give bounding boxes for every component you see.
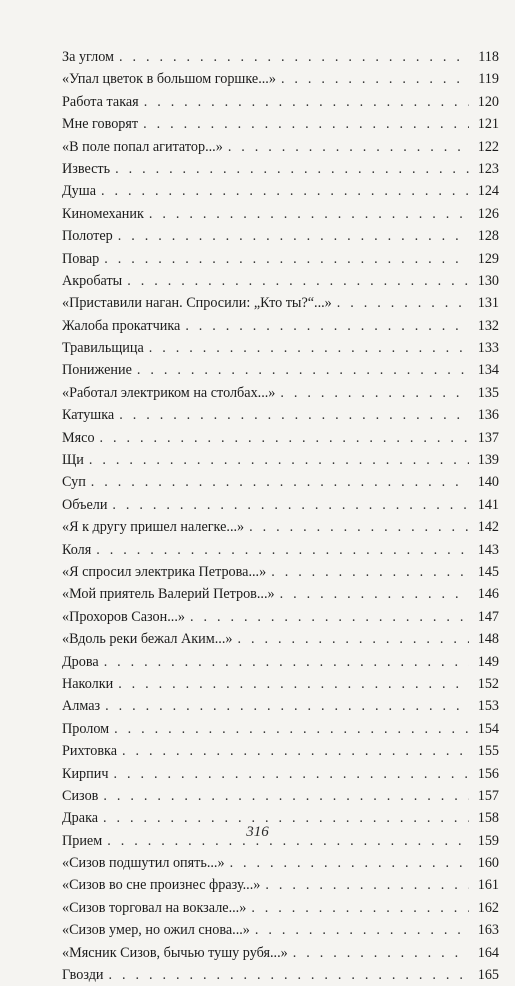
toc-entry-title: Повар: [62, 250, 100, 267]
toc-dot-leader: [137, 359, 469, 381]
toc-entry-title: Понижение: [62, 362, 132, 379]
toc-entry: [62, 695, 499, 717]
toc-entry-title: «Я спросил электрика Петрова...»: [62, 563, 267, 580]
toc-entry-title: Дрова: [62, 653, 99, 670]
toc-dot-leader: [271, 561, 469, 583]
toc-entry-page: 122: [477, 138, 499, 155]
toc-entry-title: «Прохоров Сазон...»: [62, 608, 185, 625]
toc-entry-title: Кирпич: [62, 765, 109, 782]
toc-entry-title: «Мой приятель Валерий Петров...»: [62, 586, 275, 603]
toc-dot-leader: [280, 382, 469, 404]
toc-entry: [62, 136, 499, 158]
toc-entry-page: 148: [477, 631, 499, 648]
toc-entry: [62, 852, 499, 874]
toc-entry: [62, 919, 499, 941]
toc-entry-page: 164: [477, 944, 499, 961]
toc-entry-title: «Работал электриком на столбах...»: [62, 384, 276, 401]
toc-entry-title: Прием: [62, 832, 103, 849]
toc-entry-page: 159: [477, 832, 499, 849]
toc-entry: [62, 718, 499, 740]
toc-entry: [62, 763, 499, 785]
toc-entry-page: 157: [477, 787, 499, 804]
toc-entry-page: 120: [477, 93, 499, 110]
toc-entry-page: 163: [477, 922, 499, 939]
page-number: 316: [246, 824, 269, 840]
toc-entry: [62, 248, 499, 270]
toc-entry-title: Объели: [62, 496, 108, 513]
toc-entry: [62, 673, 499, 695]
toc-entry-title: Травильщица: [62, 340, 144, 357]
toc-entry: [62, 158, 499, 180]
toc-entry-title: «Приставили наган. Спросили: „Кто ты?“...»: [62, 295, 332, 312]
toc-entry: [62, 382, 499, 404]
toc-entry-page: 141: [477, 496, 499, 513]
toc-dot-leader: [96, 539, 469, 561]
toc-entry-title: Известь: [62, 160, 111, 177]
toc-entry-page: 119: [478, 71, 499, 88]
toc-entry: [62, 113, 499, 135]
toc-entry-page: 131: [477, 295, 499, 312]
toc-entry: [62, 46, 499, 68]
toc-dot-leader: [127, 270, 469, 292]
toc-dot-leader: [228, 136, 469, 158]
toc-dot-leader: [119, 404, 469, 426]
toc-dot-leader: [230, 852, 469, 874]
toc-entry: [62, 651, 499, 673]
toc-entry-page: 123: [477, 160, 499, 177]
toc-entry: [62, 225, 499, 247]
toc-dot-leader: [281, 68, 469, 90]
toc-entry-page: 160: [477, 855, 499, 872]
toc-entry-title: «Сизов торговал на вокзале...»: [62, 899, 247, 916]
toc-entry-title: Драка: [62, 810, 99, 827]
toc-dot-leader: [237, 628, 469, 650]
toc-entry-page: 128: [477, 228, 499, 245]
toc-dot-leader: [293, 942, 469, 964]
toc-entry-title: «Мясник Сизов, бычью тушу рубя...»: [62, 944, 288, 961]
toc-entry-page: 132: [477, 317, 499, 334]
toc-entry: [62, 471, 499, 493]
toc-entry-page: 121: [477, 116, 499, 133]
toc-entry-page: 130: [477, 272, 499, 289]
toc-entry: [62, 740, 499, 762]
toc-entry-page: 129: [477, 250, 499, 267]
toc-dot-leader: [119, 46, 469, 68]
toc-entry-title: Душа: [62, 183, 96, 200]
toc-entry-page: 135: [477, 384, 499, 401]
toc-entry-page: 153: [477, 698, 499, 715]
toc-entry: [62, 539, 499, 561]
toc-entry-title: Щи: [62, 452, 84, 469]
toc-entry-title: Сизов: [62, 787, 99, 804]
toc-entry-page: 154: [477, 720, 499, 737]
toc-entry: [62, 91, 499, 113]
toc-entry-page: 155: [477, 743, 499, 760]
toc-entry-title: Работа такая: [62, 93, 139, 110]
toc-dot-leader: [104, 248, 469, 270]
toc-dot-leader: [100, 427, 469, 449]
toc-entry-title: «В поле попал агитатор...»: [62, 138, 223, 155]
toc-entry-title: Мне говорят: [62, 116, 139, 133]
toc-entry: [62, 516, 499, 538]
toc-dot-leader: [190, 606, 469, 628]
toc-dot-leader: [114, 718, 469, 740]
toc-dot-leader: [118, 225, 469, 247]
toc-entry-title: «Сизов умер, но ожил снова...»: [62, 922, 250, 939]
toc-entry-page: 152: [477, 675, 499, 692]
toc-entry-title: Жалоба прокатчика: [62, 317, 181, 334]
toc-dot-leader: [149, 337, 469, 359]
toc-dot-leader: [101, 180, 469, 202]
toc-entry-page: 126: [477, 205, 499, 222]
toc-entry-page: 165: [477, 967, 499, 984]
toc-dot-leader: [265, 874, 469, 896]
toc-entry-title: Катушка: [62, 407, 115, 424]
toc-dot-leader: [255, 919, 469, 941]
toc-entry: [62, 315, 499, 337]
toc-entry-title: Рихтовка: [62, 743, 118, 760]
toc-entry: [62, 292, 499, 314]
toc-dot-leader: [122, 740, 469, 762]
toc-entry-page: 158: [477, 810, 499, 827]
toc-entry-page: 118: [478, 49, 499, 65]
toc-entry: [62, 874, 499, 896]
toc-entry-page: 145: [477, 563, 499, 580]
toc-entry-page: 133: [477, 340, 499, 357]
toc-dot-leader: [118, 673, 469, 695]
toc-entry-page: 149: [477, 653, 499, 670]
toc-dot-leader: [144, 91, 469, 113]
toc-entry-title: «Сизов подшутил опять...»: [62, 855, 225, 872]
toc-entry-title: Пролом: [62, 720, 110, 737]
toc-entry-page: 142: [477, 519, 499, 536]
toc-entry-title: Суп: [62, 474, 86, 491]
toc-entry-page: 137: [477, 429, 499, 446]
toc-entry-title: Киномеханик: [62, 205, 144, 222]
toc-entry-title: «Вдоль реки бежал Аким...»: [62, 631, 233, 648]
toc-dot-leader: [280, 583, 469, 605]
toc-dot-leader: [143, 113, 469, 135]
toc-entry: [62, 942, 499, 964]
table-of-contents: [62, 46, 499, 986]
toc-dot-leader: [89, 449, 469, 471]
toc-entry: [62, 359, 499, 381]
toc-entry-title: «Сизов во сне произнес фразу...»: [62, 877, 261, 894]
toc-entry-page: 124: [477, 183, 499, 200]
toc-entry-title: «Упал цветок в большом горшке...»: [62, 71, 276, 88]
toc-dot-leader: [115, 158, 469, 180]
toc-entry: [62, 404, 499, 426]
toc-entry: [62, 561, 499, 583]
toc-entry-page: 146: [477, 586, 499, 603]
toc-entry: [62, 180, 499, 202]
toc-entry-page: 161: [477, 877, 499, 894]
toc-dot-leader: [112, 494, 469, 516]
toc-entry-page: 162: [477, 899, 499, 916]
toc-entry-title: Гвозди: [62, 967, 104, 984]
toc-entry-title: За углом: [62, 49, 115, 65]
toc-entry: [62, 964, 499, 986]
toc-entry-page: 134: [477, 362, 499, 379]
toc-entry-title: Коля: [62, 541, 92, 558]
toc-entry-title: Мясо: [62, 429, 95, 446]
toc-entry-title: Акробаты: [62, 272, 123, 289]
toc-dot-leader: [249, 516, 469, 538]
toc-dot-leader: [337, 292, 469, 314]
toc-entry: [62, 606, 499, 628]
toc-entry: [62, 337, 499, 359]
toc-entry: [62, 897, 499, 919]
toc-entry-page: 139: [477, 452, 499, 469]
toc-dot-leader: [105, 695, 469, 717]
toc-dot-leader: [251, 897, 469, 919]
toc-entry: [62, 494, 499, 516]
toc-dot-leader: [104, 651, 469, 673]
toc-entry-page: 140: [477, 474, 499, 491]
toc-dot-leader: [91, 471, 469, 493]
toc-entry-page: 136: [477, 407, 499, 424]
toc-dot-leader: [113, 763, 469, 785]
toc-entry-page: 143: [477, 541, 499, 558]
toc-entry-title: Наколки: [62, 675, 114, 692]
toc-dot-leader: [149, 203, 469, 225]
toc-entry-page: 147: [477, 608, 499, 625]
toc-entry: [62, 68, 499, 90]
toc-entry: [62, 449, 499, 471]
toc-dot-leader: [185, 315, 469, 337]
toc-entry-title: «Я к другу пришел налегке...»: [62, 519, 245, 536]
toc-entry-title: Алмаз: [62, 698, 101, 715]
toc-entry-page: 156: [477, 765, 499, 782]
toc-entry: [62, 270, 499, 292]
toc-entry: [62, 785, 499, 807]
toc-dot-leader: [103, 785, 469, 807]
toc-entry: [62, 583, 499, 605]
toc-entry: [62, 203, 499, 225]
toc-entry: [62, 628, 499, 650]
toc-dot-leader: [109, 964, 469, 986]
toc-entry-title: Полотер: [62, 228, 113, 245]
toc-entry: [62, 427, 499, 449]
